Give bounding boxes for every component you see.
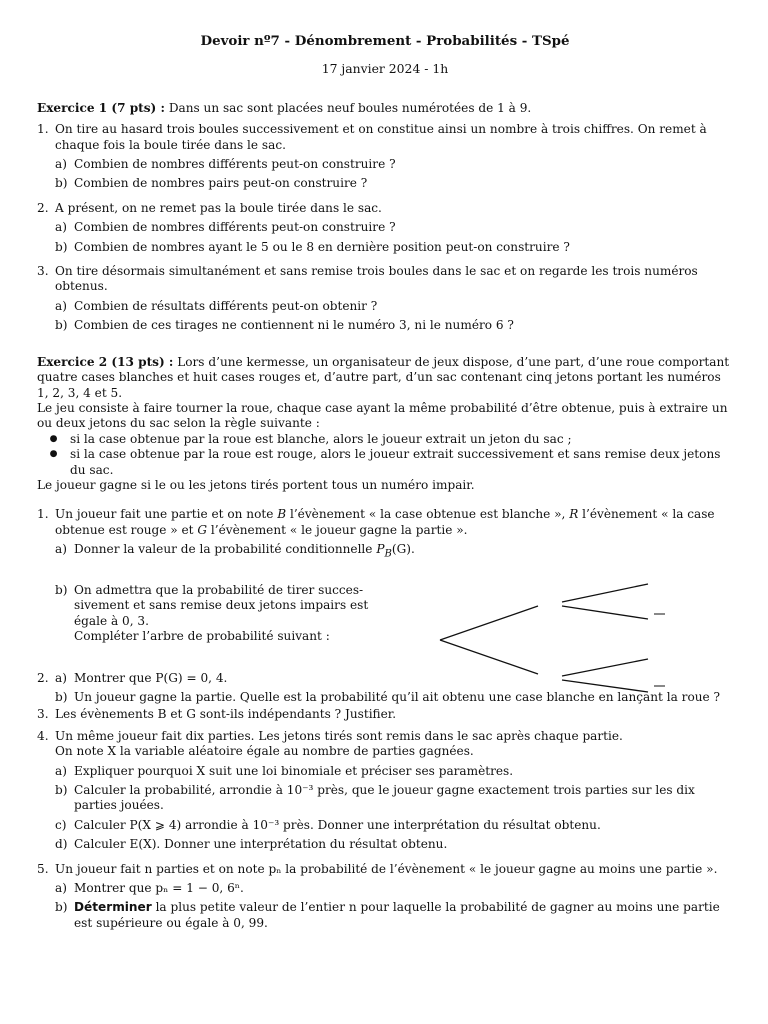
rule-bullet-red: [37, 447, 733, 478]
question-text: Un joueur fait n parties et on note pₙ la probabilité de l’évènement « le joueur gagne au moins une partie ».: [55, 861, 718, 876]
sub-question-text: Combien de ces tirages ne contiennent ni le numéro 3, ni le numéro 6 ?: [74, 318, 514, 333]
win-condition: Le joueur gagne si le ou les jetons tirés portent tous un numéro impair.: [37, 477, 475, 492]
sub-question-text: Combien de nombres différents peut-on construire ?: [74, 157, 396, 172]
probability-tree: [420, 572, 710, 702]
ex1-question-3: [37, 264, 733, 334]
exercise-1-title: Exercice 1 (7 pts) :: [37, 100, 165, 115]
text-fragment: l’évènement « le joueur gagne la partie ».: [207, 522, 468, 537]
bullet-icon: ●: [49, 449, 58, 460]
sub-question-text: Expliquer pourquoi X suit une loi binomiale et préciser ses paramètres.: [74, 763, 514, 778]
branch-r-gbar: [562, 680, 648, 692]
prob-symbol: P: [376, 542, 385, 557]
game-rule: Le jeu consiste à faire tourner la roue, chaque case ayant la même probabilité d’être obtenue, puis à extraire un ou deux jetons du sac selon la règle suivante :: [37, 400, 728, 431]
ex2-question-5: [37, 862, 733, 932]
branch-r-g: [562, 659, 648, 676]
event-g: G: [197, 522, 208, 537]
question-text: Les évènements B et G sont-ils indépendants ? Justifier.: [55, 707, 397, 722]
exercise-1-intro: Dans un sac sont placées neuf boules numérotées de 1 à 9.: [168, 100, 532, 115]
sub-label: b): [55, 690, 68, 704]
sub-question-text: [74, 900, 733, 931]
sub-question-text: Montrer que P(G) = 0, 4.: [74, 670, 228, 685]
question-text: A présent, on ne remet pas la boule tirée dans le sac.: [55, 200, 382, 215]
bullet-text: si la case obtenue par la roue est blanche, alors le joueur extrait un jeton du sac ;: [70, 431, 572, 446]
sub-question-text: [74, 542, 733, 562]
question-number: 1.: [37, 507, 49, 522]
sub-label: b): [55, 176, 68, 191]
sub-label: a): [55, 220, 67, 235]
exercise-2-heading: [37, 355, 733, 401]
question-number: 1.: [37, 122, 49, 137]
branch-b-gbar: [562, 606, 648, 619]
sub-label: a): [55, 542, 67, 557]
ex1-question-1: [37, 122, 733, 192]
question-number: 3.: [37, 707, 49, 722]
bullet-icon: ●: [49, 433, 58, 444]
question-number: 3.: [37, 264, 49, 279]
bold-keyword: Déterminer: [74, 900, 152, 915]
text-fragment: l’évènement « la case obtenue est blanche »,: [286, 507, 570, 522]
text-line: On admettra que la probabilité de tirer succes-: [74, 582, 364, 597]
sub-label: c): [55, 817, 67, 832]
sub-question-text: Combien de nombres pairs peut-on construire ?: [74, 176, 368, 191]
text-fragment: l’évènement « la case obtenue est rouge » et: [55, 507, 715, 537]
question-number: 5.: [37, 861, 49, 876]
prob-subscript: B: [384, 548, 392, 560]
branch-b-g: [562, 584, 648, 602]
sub-label: d): [55, 837, 68, 852]
text-fragment: la plus petite valeur de l’entier n pour laquelle la probabilité de gagner au moins une partie est supérieure ou égale à 0, 99.: [74, 900, 720, 930]
text-fragment: (G).: [391, 542, 415, 557]
ex2-q1-a: [55, 542, 733, 562]
text-fragment: Donner la valeur de la probabilité conditionnelle: [74, 542, 377, 557]
question-number: 2.: [37, 670, 49, 685]
sub-question-text: Combien de nombres ayant le 5 ou le 8 en dernière position peut-on construire ?: [74, 239, 570, 254]
sub-question-text: Un joueur gagne la partie. Quelle est la probabilité qu’il ait obtenu une case blanche en lançant la roue ?: [74, 690, 721, 704]
event-r: R: [569, 507, 579, 522]
text-line: sivement et sans remise deux jetons impairs est: [74, 598, 369, 613]
exam-date: 17 janvier 2024 - 1h: [321, 61, 449, 77]
sub-label: b): [55, 582, 68, 597]
branch-root-r: [440, 640, 538, 674]
question-number: 4.: [37, 728, 49, 743]
question-text: On tire désormais simultanément et sans remise trois boules dans le sac et on regarde les trois numéros obtenus.: [55, 264, 698, 294]
sub-label: a): [55, 763, 67, 778]
sub-label: b): [55, 900, 68, 915]
sub-question-text: [74, 583, 374, 645]
sub-question-text: Calculer la probabilité, arrondie à 10⁻³ près, que le joueur gagne exactement trois parties sur les dix parties jouées.: [74, 783, 695, 813]
sub-label: b): [55, 239, 68, 254]
sub-question-text: Combien de résultats différents peut-on obtenir ?: [74, 298, 378, 313]
exercise-1-heading: [37, 101, 733, 116]
sub-label: a): [55, 881, 67, 896]
rule-bullet-white: [37, 432, 733, 447]
question-number: 2.: [37, 200, 49, 215]
sub-label: a): [55, 157, 67, 172]
sub-label: a): [55, 670, 67, 685]
branch-root-b: [440, 606, 538, 640]
bullet-text: si la case obtenue par la roue est rouge, alors le joueur extrait successivement et sans remise deux jetons du sac.: [70, 447, 721, 477]
question-text: On tire au hasard trois boules successivement et on constitue ainsi un nombre à trois chiffres. On remet à chaque fois la boule tirée dans le sac.: [55, 122, 707, 152]
ex1-question-2: [37, 201, 733, 255]
sub-question-text: Combien de nombres différents peut-on construire ?: [74, 220, 396, 235]
sub-label: a): [55, 298, 67, 313]
text-line: égale à 0, 3.: [74, 613, 149, 628]
sub-question-text: Calculer P(X ⩾ 4) arrondie à 10⁻³ près. Donner une interprétation du résultat obtenu.: [74, 817, 601, 832]
question-text: On note X la variable aléatoire égale au nombre de parties gagnées.: [55, 744, 474, 759]
sub-label: b): [55, 783, 68, 798]
exam-page: [37, 34, 733, 931]
ex2-question-3: [37, 707, 733, 722]
question-text: [55, 507, 733, 538]
sub-question-text: Calculer E(X). Donner une interprétation du résultat obtenu.: [74, 837, 448, 852]
ex2-question-4: [37, 729, 733, 853]
exercise-2-title: Exercice 2 (13 pts) :: [37, 354, 174, 369]
exam-title: Devoir nº7 - Dénombrement - Probabilités - TSpé: [200, 33, 570, 49]
sub-question-text: Montrer que pₙ = 1 − 0, 6ⁿ.: [74, 881, 244, 896]
text-fragment: Un joueur fait une partie et on note: [55, 507, 278, 522]
text-line: Compléter l’arbre de probabilité suivant :: [74, 629, 330, 644]
exercise-2-intro: Lors d’une kermesse, un organisateur de jeux dispose, d’une part, d’une roue comportant quatre cases blanches et huit cases rouges et, d’autre part, d’un sac contenant cinq jetons portant les numéros 1, 2, 3, 4 et 5.: [37, 354, 730, 400]
question-text: Un même joueur fait dix parties. Les jetons tirés sont remis dans le sac après chaque partie.: [55, 728, 623, 743]
event-b: B: [277, 507, 287, 522]
sub-label: b): [55, 318, 68, 333]
